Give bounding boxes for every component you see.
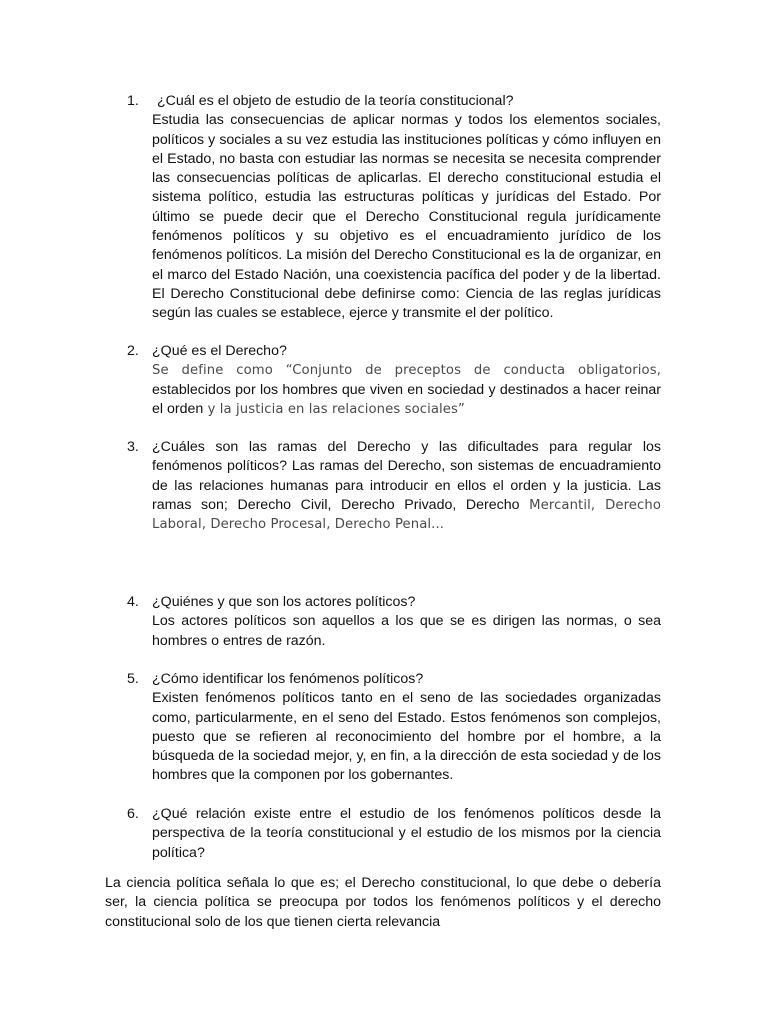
list-item-5 — [127, 670, 661, 786]
list-item-1 — [127, 92, 661, 324]
list-item-4 — [127, 593, 661, 651]
item-answer-dark: establecidos por los hombres que viven en sociedad y destinados a hacer reinar el orden — [152, 381, 661, 417]
item-question: ¿Cómo identificar los fenómenos políticos? — [152, 671, 424, 687]
item-number: 5. — [127, 671, 139, 687]
item-answer-light: Se define como “Conjunto de preceptos de conducta obligatorios, — [152, 363, 661, 379]
item-question: ¿Quiénes y que son los actores políticos? — [152, 594, 416, 610]
closing-paragraph: La ciencia política señala lo que es; el Derecho constitucional, lo que debe o debería ser, la ciencia política se preocupa por todos los fenómenos políticos y el derecho constitucional solo de los que tienen cierta relevancia — [105, 875, 661, 930]
list-item-6 — [127, 805, 661, 863]
item-question: ¿Cuáles son las ramas del Derecho y las dificultades para regular los fenómenos políticos? — [152, 439, 661, 475]
item-question: ¿Cuál es el objeto de estudio de la teoría constitucional? — [157, 93, 514, 109]
item-number: 1. — [127, 93, 139, 109]
item-answer-light-tail: y la justicia en las relaciones sociales” — [203, 401, 465, 417]
item-answer: Las ramas del Derecho, son sistemas de encuadramiento de las relaciones humanas para introducir en ellos el orden y la justicia. Las ramas son; Derecho Civil, Derecho Privado, Derecho — [152, 458, 662, 513]
item-question: ¿Qué relación existe entre el estudio de los fenómenos políticos desde la perspectiva de la teoría constitucional y el estudio de los mismos por la ciencia política? — [152, 806, 661, 861]
item-answer: Estudia las consecuencias de aplicar normas y todos los elementos sociales, políticos y sociales a su vez estudia las instituciones políticas y cómo influyen en el Estado, no basta con estudiar las normas se necesita se necesita comprender las consecuencias políticas de aplicarlas. El derecho constitucional estudia el sistema político, estudia las estructuras políticas y jurídicas del Estado. Por último se puede decir que el Derecho Constitucional regula jurídicamente fenómenos políticos y su objetivo es el encuadramiento jurídico de los fenómenos políticos. La misión del Derecho Constitucional es la de organizar, en el marco del Estado Nación, una coexistencia pacífica del poder y de la libertad. El Derecho Constitucional debe definirse como: Ciencia de las reglas jurídicas según las cuales se establece, ejerce y transmite el der político. — [152, 112, 661, 322]
item-number: 3. — [127, 439, 139, 455]
item-question: ¿Qué es el Derecho? — [152, 343, 287, 359]
item-number: 4. — [127, 594, 139, 610]
item-number: 2. — [127, 343, 139, 359]
item-answer: Los actores políticos son aquellos a los que se es dirigen las normas, o sea hombres o entres de razón. — [152, 613, 661, 649]
list-item-2 — [127, 342, 661, 419]
item-answer-light: Mercantil, Derecho Laboral, Derecho Procesal, Derecho Penal... — [152, 497, 661, 533]
list-item-3 — [127, 438, 661, 534]
item-number: 6. — [127, 806, 139, 822]
item-answer: Existen fenómenos políticos tanto en el seno de las sociedades organizadas como, particularmente, en el seno del Estado. Estos fenómenos son complejos, puesto que se refieren al reconocimiento del hombre por el hombre, a la búsqueda de la sociedad mejor, y, en fin, a la dirección de esta sociedad y de los hombres que la componen por los gobernantes. — [152, 690, 661, 784]
